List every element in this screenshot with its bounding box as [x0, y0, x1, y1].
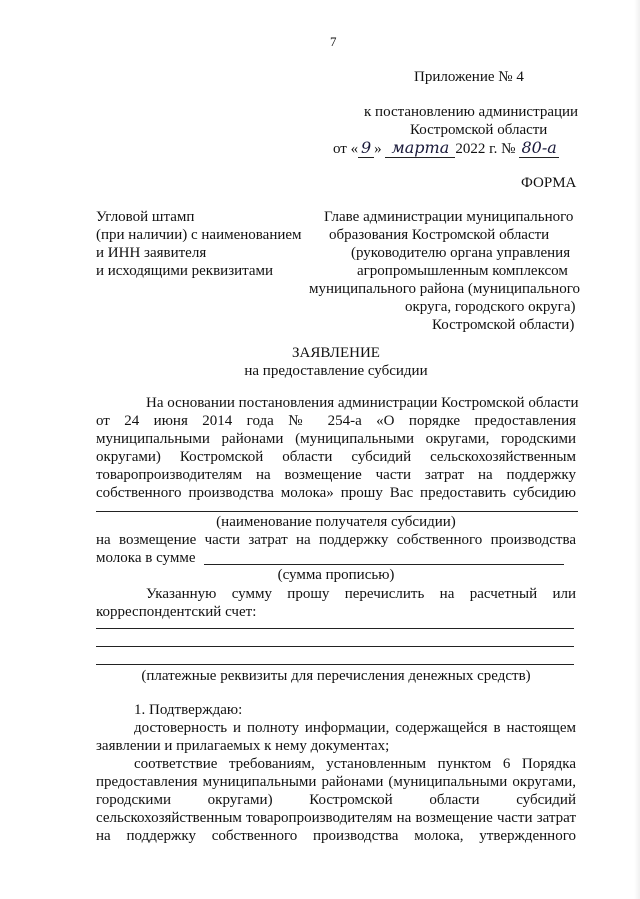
addressee-line-2: образования Костромской области — [329, 227, 550, 243]
date-mid: » — [374, 141, 382, 157]
document-title: ЗАЯВЛЕНИЕ — [292, 345, 380, 361]
stamp-line-3: и ИНН заявителя — [96, 245, 207, 261]
recipient-name-field[interactable] — [96, 511, 578, 512]
purpose-line-2: молока в сумме — [96, 550, 196, 566]
transfer-line-1: Указанную сумму прошу перечислить на расчетный или — [146, 586, 576, 602]
amount-field[interactable] — [204, 564, 564, 565]
addressee-line-4: агропромышленным комплексом — [357, 263, 568, 279]
form-label: ФОРМА — [521, 175, 577, 191]
intro-line-1: На основании постановления администрации Костромской области — [146, 395, 579, 411]
intro-line-3: муниципальными районами (муниципальными округами, городскими — [96, 431, 576, 447]
recipient-caption: (наименование получателя субсидии) — [216, 514, 456, 530]
annex-title: Приложение № 4 — [414, 69, 524, 85]
payment-details-field-2[interactable] — [96, 646, 574, 647]
sum-caption: (сумма прописью) — [277, 567, 395, 583]
payment-caption: (платежные реквизиты для перечисления денежных средств) — [141, 668, 531, 684]
addressee-line-1: Главе администрации муниципального — [324, 209, 574, 225]
intro-line-4: округами) Костромской области субсидий сельскохозяйственным — [96, 449, 576, 465]
intro-line-6: собственного производства молока» прошу Вас предоставить субсидию — [96, 485, 576, 501]
handwritten-month: марта — [385, 139, 455, 158]
annex-date-line — [333, 139, 559, 158]
intro-line-2: от 24 июня 2014 года № 254-а «О порядке предоставления — [96, 413, 576, 429]
date-year: 2022 г. № — [455, 141, 516, 157]
addressee-line-3: (руководителю органа управления — [351, 245, 571, 261]
page-number: 7 — [330, 34, 337, 49]
payment-details-field-3[interactable] — [96, 664, 574, 665]
scan-edge-shadow — [634, 0, 640, 899]
addressee-line-6: округа, городского округа) — [405, 299, 576, 315]
annex-line-2: Костромской области — [410, 122, 548, 138]
payment-details-field-1[interactable] — [96, 628, 574, 629]
stamp-line-4: и исходящими реквизитами — [96, 263, 274, 279]
confirm-b-line-2: предоставления муниципальными районами (муниципальными округами, — [96, 774, 576, 790]
confirm-a-line-1: достоверность и полноту информации, содержащейся в настоящем — [134, 720, 576, 736]
purpose-line-1: на возмещение части затрат на поддержку собственного производства — [96, 532, 576, 548]
document-subtitle: на предоставление субсидии — [244, 363, 428, 379]
confirm-a-line-2: заявлении и прилагаемых к нему документах; — [96, 738, 390, 754]
transfer-line-2: корреспондентский счет: — [96, 604, 257, 620]
stamp-line-1: Угловой штамп — [96, 209, 195, 225]
handwritten-day: 9 — [358, 139, 374, 158]
confirm-b-line-4: сельскохозяйственным товаропроизводителям на возмещение части затрат — [96, 810, 576, 826]
addressee-line-5: муниципального района (муниципального — [309, 281, 580, 297]
intro-line-5: товаропроизводителям на возмещение части затрат на поддержку — [96, 467, 576, 483]
confirm-b-line-3: городскими округами) Костромской области субсидий — [96, 792, 576, 808]
handwritten-number: 80-а — [519, 139, 559, 158]
confirm-heading: 1. Подтверждаю: — [134, 702, 243, 718]
date-prefix: от « — [333, 141, 359, 157]
confirm-b-line-5: на поддержку собственного производства молока, утвержденного — [96, 828, 576, 844]
stamp-line-2: (при наличии) с наименованием — [96, 227, 302, 243]
annex-line-1: к постановлению администрации — [364, 104, 579, 120]
addressee-line-7: Костромской области) — [432, 317, 575, 333]
confirm-b-line-1: соответствие требованиям, установленным пунктом 6 Порядка — [134, 756, 576, 772]
